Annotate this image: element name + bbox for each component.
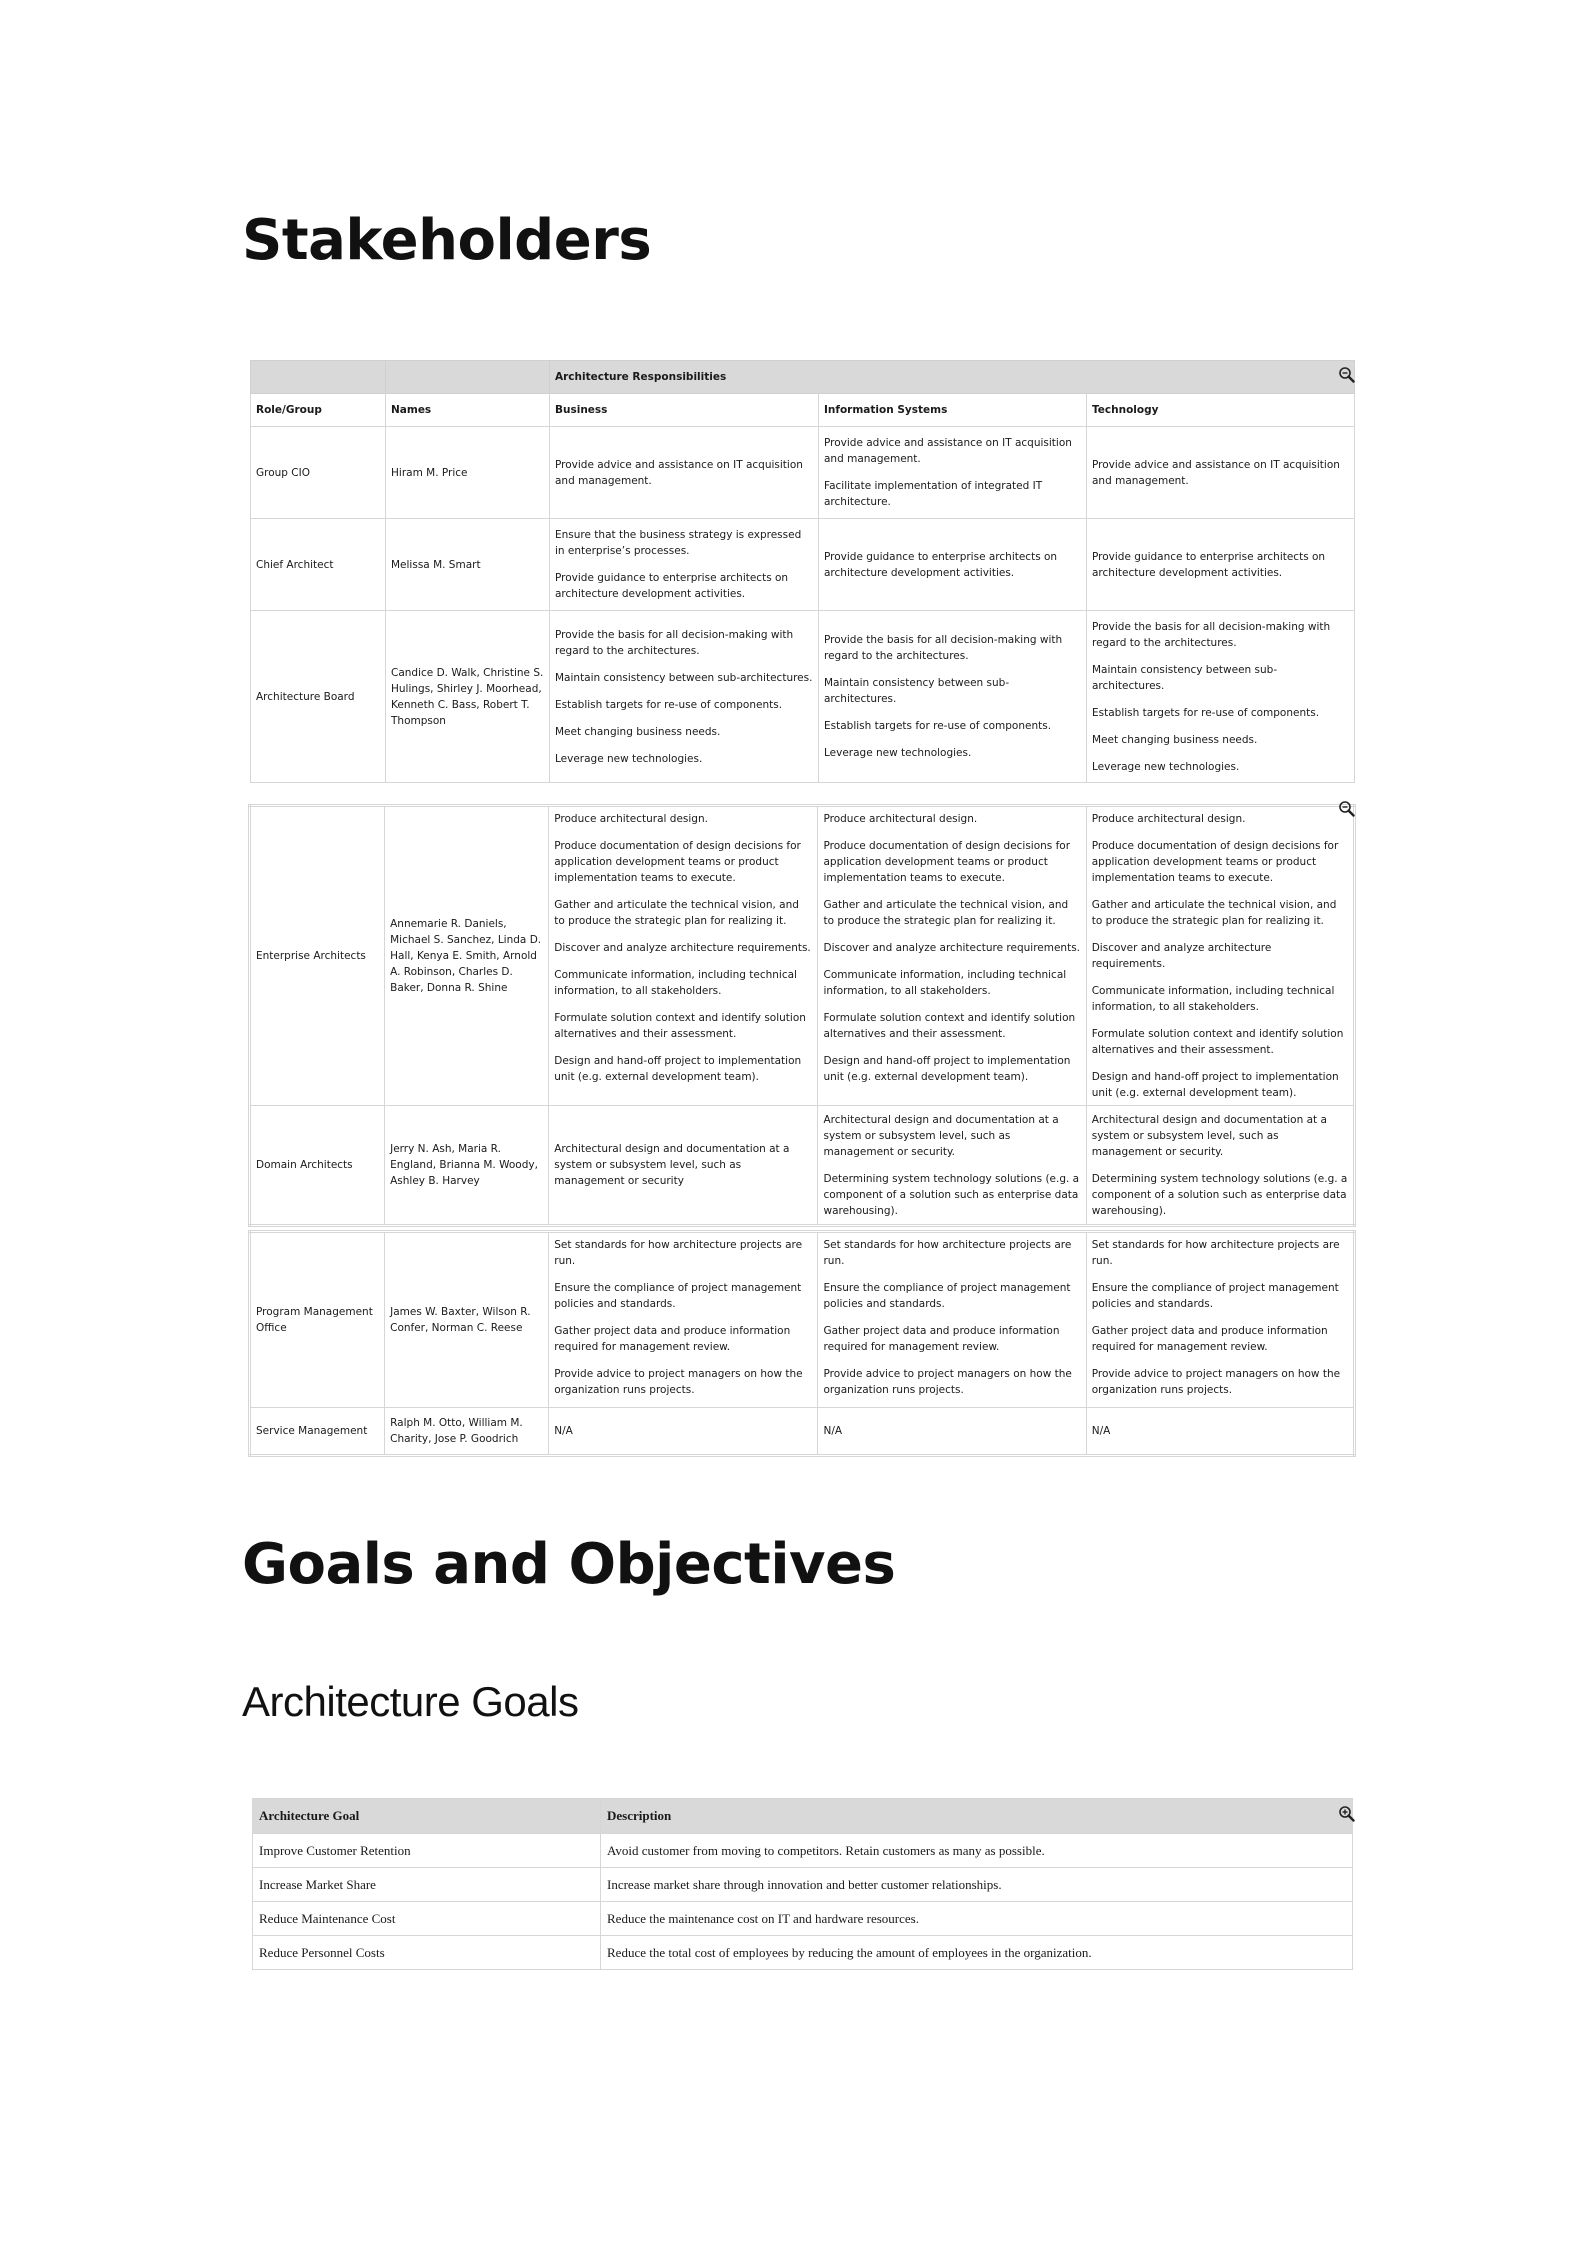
- role-cell: Domain Architects: [250, 1106, 385, 1226]
- magnifier-zoom-out-icon[interactable]: [1338, 366, 1355, 383]
- business-cell: [549, 806, 818, 1106]
- business-cell: [550, 611, 819, 783]
- role-cell: Enterprise Architects: [250, 806, 385, 1106]
- responsibility-item: Establish targets for re-use of components.: [1092, 706, 1320, 719]
- responsibility-item: N/A: [554, 1425, 573, 1437]
- responsibility-item: Produce architectural design.: [554, 813, 708, 825]
- responsibility-item: Ensure the compliance of project management policies and standards.: [1091, 1282, 1339, 1310]
- goal-cell: Increase Market Share: [253, 1868, 601, 1902]
- information-systems-cell: [819, 427, 1087, 519]
- table-row: [250, 1408, 1355, 1456]
- architecture-goals-table: [252, 1798, 1353, 1970]
- responsibility-item: Discover and analyze architecture requirements.: [1091, 942, 1272, 970]
- business-cell: [549, 1232, 818, 1408]
- description-cell: Reduce the maintenance cost on IT and hardware resources.: [601, 1902, 1353, 1936]
- table-row: [253, 1834, 1353, 1868]
- table-row: [251, 611, 1355, 783]
- technology-cell: [1087, 519, 1355, 611]
- magnifier-zoom-in-icon[interactable]: [1338, 1805, 1355, 1822]
- names-cell: Annemarie R. Daniels, Michael S. Sanchez, Linda D. Hall, Kenya E. Smith, Arnold A. Robinson, Charles D. Baker, Donna R. Shine: [385, 806, 549, 1106]
- responsibility-item: Formulate solution context and identify solution alternatives and their assessment.: [823, 1012, 1076, 1040]
- information-systems-cell: [818, 806, 1086, 1106]
- column-header-business: Business: [550, 394, 819, 427]
- responsibility-item: Communicate information, including technical information, to all stakeholders.: [554, 969, 797, 997]
- description-cell: Reduce the total cost of employees by reducing the amount of employees in the organization.: [601, 1936, 1353, 1970]
- responsibility-item: Gather project data and produce information required for management review.: [823, 1325, 1060, 1353]
- responsibility-item: Formulate solution context and identify solution alternatives and their assessment.: [1091, 1028, 1344, 1056]
- column-header-information-systems: Information Systems: [819, 394, 1087, 427]
- responsibility-item: N/A: [1091, 1425, 1111, 1437]
- technology-cell: [1086, 806, 1354, 1106]
- responsibility-item: Gather and articulate the technical vision, and to produce the strategic plan for realizing it.: [554, 899, 799, 927]
- responsibility-item: Set standards for how architecture projects are run.: [1091, 1239, 1340, 1267]
- information-systems-cell: [818, 1106, 1086, 1226]
- responsibility-item: Establish targets for re-use of components.: [824, 720, 1052, 732]
- role-cell: Service Management: [250, 1408, 385, 1456]
- responsibility-item: Provide advice to project managers on how the organization runs projects.: [1091, 1368, 1341, 1396]
- responsibility-item: Formulate solution context and identify solution alternatives and their assessment.: [554, 1012, 806, 1040]
- responsibility-item: Provide advice and assistance on IT acquisition and management.: [824, 437, 1072, 465]
- responsibility-item: Determining system technology solutions (e.g. a component of a solution such as enterprise data warehousing).: [823, 1172, 1080, 1217]
- business-cell: [549, 1408, 818, 1456]
- information-systems-cell: [819, 611, 1087, 783]
- responsibility-item: Leverage new technologies.: [1092, 760, 1240, 773]
- role-cell: Chief Architect: [251, 519, 386, 611]
- names-cell: James W. Baxter, Wilson R. Confer, Norman C. Reese: [385, 1232, 549, 1408]
- responsibility-item: Facilitate implementation of integrated IT architecture.: [824, 480, 1043, 508]
- responsibility-item: Communicate information, including technical information, to all stakeholders.: [1091, 985, 1335, 1013]
- names-cell: Hiram M. Price: [386, 427, 550, 519]
- table-row: [250, 1232, 1355, 1408]
- goal-cell: Reduce Personnel Costs: [253, 1936, 601, 1970]
- table-row: [250, 806, 1355, 1106]
- responsibility-item: Leverage new technologies.: [824, 747, 972, 759]
- technology-cell: [1087, 611, 1355, 783]
- role-cell: Program Management Office: [250, 1232, 385, 1408]
- responsibility-item: Design and hand-off project to implementation unit (e.g. external development team).: [823, 1055, 1071, 1083]
- responsibility-item: Ensure that the business strategy is expressed in enterprise’s processes.: [555, 529, 802, 557]
- table-row: [253, 1868, 1353, 1902]
- responsibility-item: Communicate information, including technical information, to all stakeholders.: [823, 969, 1067, 997]
- responsibility-item: Design and hand-off project to implementation unit (e.g. external development team).: [554, 1055, 802, 1083]
- responsibility-item: Provide advice to project managers on how the organization runs projects.: [554, 1368, 803, 1396]
- responsibility-item: Architectural design and documentation at a system or subsystem level, such as management or security.: [823, 1113, 1059, 1158]
- responsibility-item: Architectural design and documentation at a system or subsystem level, such as management or security: [554, 1143, 790, 1187]
- architecture-goals-heading: Architecture Goals: [242, 1678, 579, 1725]
- table-row: [251, 519, 1355, 611]
- column-header-architecture-goal: Architecture Goal: [253, 1799, 601, 1834]
- responsibility-item: Discover and analyze architecture requirements.: [554, 942, 811, 954]
- responsibility-item: Produce documentation of design decisions for application development teams or product implementation teams to execute.: [1091, 840, 1339, 884]
- names-cell: Candice D. Walk, Christine S. Hulings, Shirley J. Moorhead, Kenneth C. Bass, Robert T. Thompson: [386, 611, 550, 783]
- responsibility-item: Ensure the compliance of project management policies and standards.: [823, 1282, 1071, 1310]
- responsibility-item: Produce architectural design.: [1091, 813, 1246, 825]
- responsibility-item: Gather and articulate the technical vision, and to produce the strategic plan for realizing it.: [1091, 899, 1337, 927]
- column-header-role: Role/Group: [251, 394, 386, 427]
- stakeholders-table-part-3: [248, 1230, 1356, 1457]
- responsibility-item: Meet changing business needs.: [1092, 733, 1258, 746]
- responsibility-item: Provide guidance to enterprise architects on architecture development activities.: [1092, 550, 1326, 579]
- column-header-technology: Technology: [1087, 394, 1355, 427]
- responsibility-item: Produce architectural design.: [823, 813, 978, 825]
- table-row: [253, 1902, 1353, 1936]
- stakeholders-table-part-2: [248, 804, 1356, 1227]
- column-header-description: Description: [601, 1799, 1353, 1834]
- column-header-names: Names: [386, 394, 550, 427]
- names-cell: Melissa M. Smart: [386, 519, 550, 611]
- responsibility-item: Design and hand-off project to implementation unit (e.g. external development team).: [1091, 1071, 1339, 1099]
- names-cell: Ralph M. Otto, William M. Charity, Jose P. Goodrich: [385, 1408, 549, 1456]
- responsibility-item: Gather project data and produce information required for management review.: [1091, 1325, 1328, 1353]
- technology-cell: [1086, 1408, 1354, 1456]
- stakeholders-heading: Stakeholders: [242, 208, 652, 273]
- technology-cell: [1086, 1232, 1354, 1408]
- table-row: [250, 1106, 1355, 1226]
- information-systems-cell: [819, 519, 1087, 611]
- responsibility-item: Set standards for how architecture projects are run.: [823, 1239, 1072, 1267]
- magnifier-zoom-out-icon[interactable]: [1338, 800, 1355, 817]
- responsibility-item: Provide the basis for all decision-making with regard to the architectures.: [824, 634, 1063, 662]
- table-row: [253, 1936, 1353, 1970]
- role-cell: Group CIO: [251, 427, 386, 519]
- responsibility-item: Architectural design and documentation at a system or subsystem level, such as management or security.: [1091, 1113, 1327, 1158]
- information-systems-cell: [818, 1232, 1086, 1408]
- role-cell: Architecture Board: [251, 611, 386, 783]
- responsibility-item: Produce documentation of design decisions for application development teams or product implementation teams to execute.: [823, 840, 1071, 884]
- responsibility-item: Discover and analyze architecture requirements.: [823, 942, 1081, 954]
- responsibility-item: Maintain consistency between sub-architectures.: [1092, 663, 1278, 692]
- goals-objectives-heading: Goals and Objectives: [242, 1532, 896, 1597]
- description-cell: Avoid customer from moving to competitors. Retain customers as many as possible.: [601, 1834, 1353, 1868]
- responsibility-item: Gather project data and produce information required for management review.: [554, 1325, 791, 1353]
- names-cell: Jerry N. Ash, Maria R. England, Brianna M. Woody, Ashley B. Harvey: [385, 1106, 549, 1226]
- goal-cell: Reduce Maintenance Cost: [253, 1902, 601, 1936]
- responsibility-item: Establish targets for re-use of components.: [555, 698, 783, 711]
- responsibility-item: Provide guidance to enterprise architects on architecture development activities.: [555, 572, 789, 600]
- responsibility-item: Produce documentation of design decisions for application development teams or product implementation teams to execute.: [554, 840, 801, 884]
- responsibility-item: Provide advice to project managers on how the organization runs projects.: [823, 1368, 1072, 1396]
- responsibility-item: Ensure the compliance of project management policies and standards.: [554, 1282, 802, 1310]
- responsibility-item: Maintain consistency between sub-architectures.: [555, 671, 813, 684]
- business-cell: [550, 427, 819, 519]
- responsibility-item: Provide the basis for all decision-making with regard to the architectures.: [555, 628, 794, 657]
- table-band-row: [251, 361, 1355, 394]
- responsibility-item: Determining system technology solutions (e.g. a component of a solution such as enterprise data warehousing).: [1091, 1172, 1348, 1217]
- responsibility-item: Provide advice and assistance on IT acquisition and management.: [1092, 458, 1340, 487]
- technology-cell: [1086, 1106, 1354, 1226]
- goal-cell: Improve Customer Retention: [253, 1834, 601, 1868]
- responsibility-item: Leverage new technologies.: [555, 752, 703, 765]
- responsibility-item: Set standards for how architecture projects are run.: [554, 1239, 803, 1267]
- goals-header-row: [253, 1799, 1353, 1834]
- description-cell: Increase market share through innovation and better customer relationships.: [601, 1868, 1353, 1902]
- technology-cell: [1087, 427, 1355, 519]
- table-header-row: [251, 394, 1355, 427]
- responsibility-item: Provide advice and assistance on IT acquisition and management.: [555, 458, 803, 487]
- responsibility-item: Provide the basis for all decision-making with regard to the architectures.: [1092, 620, 1331, 649]
- business-cell: [549, 1106, 818, 1226]
- information-systems-cell: [818, 1408, 1086, 1456]
- responsibility-item: N/A: [823, 1425, 843, 1437]
- stakeholders-table-part-1: [250, 360, 1355, 783]
- business-cell: [550, 519, 819, 611]
- table-row: [251, 427, 1355, 519]
- responsibility-item: Meet changing business needs.: [555, 725, 721, 738]
- responsibility-item: Gather and articulate the technical vision, and to produce the strategic plan for realizing it.: [823, 899, 1069, 927]
- architecture-responsibilities-label: Architecture Responsibilities: [550, 361, 1355, 394]
- responsibility-item: Maintain consistency between sub-architectures.: [824, 677, 1010, 705]
- responsibility-item: Provide guidance to enterprise architects on architecture development activities.: [824, 550, 1058, 579]
